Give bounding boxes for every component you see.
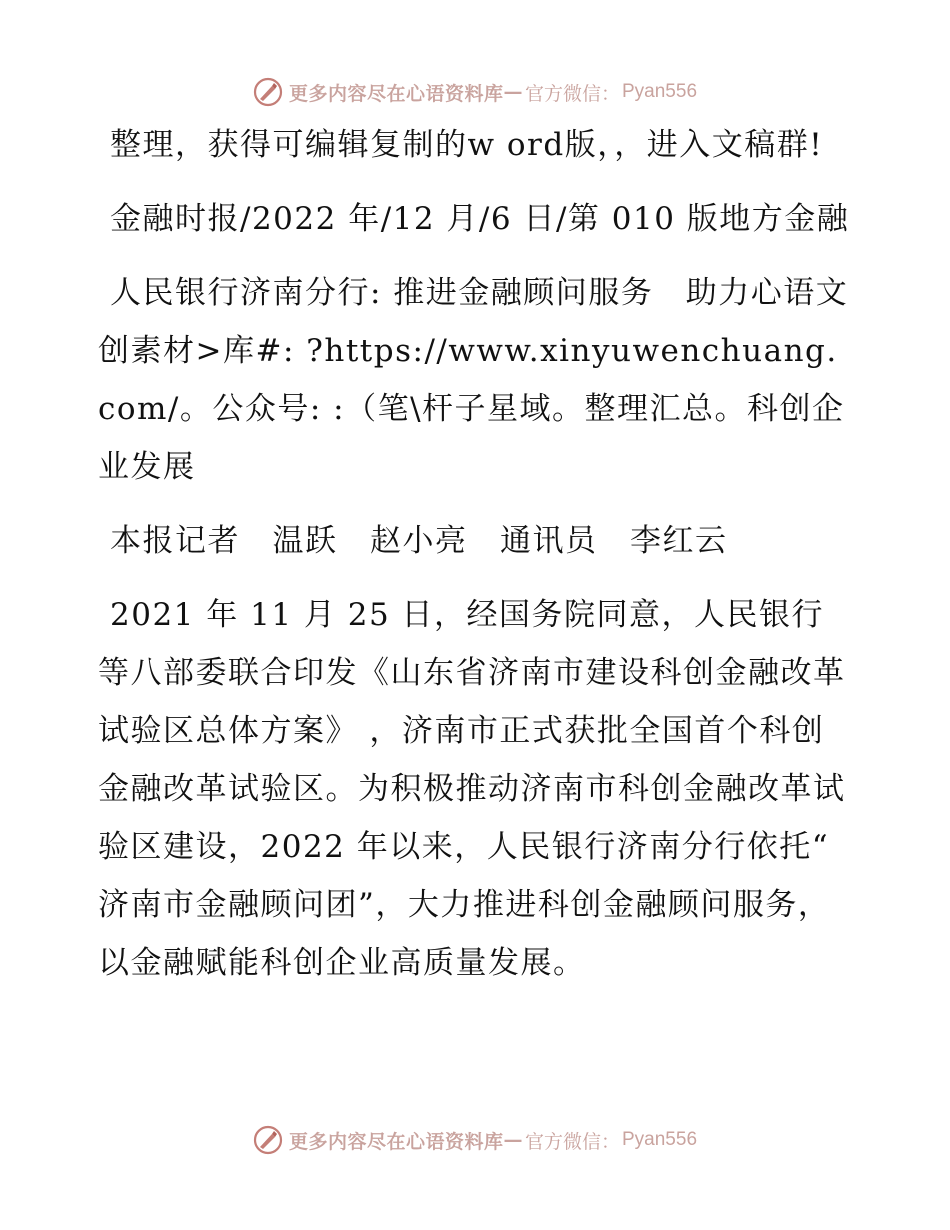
banner-separator: — bbox=[503, 1129, 523, 1151]
banner-wechat-label: 官方微信： bbox=[524, 1130, 620, 1153]
headline-paragraph: 人民银行济南分行: 推进金融顾问服务 助力心语文创素材>库#: ?https://www.xinyuwenchuang.com/。公众号: :（笔\杆子星域。整理汇总。科创企业发展 bbox=[98, 275, 849, 485]
banner-wechat-id: Pyan556 bbox=[622, 81, 698, 102]
body-paragraph: 2021 年 11 月 25 日，经国务院同意，人民银行等八部委联合印发《山东省济南市建设科创金融改革试验区总体方案》 ，济南市正式获批全国首个科创金融改革试验区。为积极推动济南市科创金融改革试验区建设，2022 年以来，人民银行济南分行依托“ 济南市金融顾问团”，大力推进科创金融顾问服务，以金融赋能科创企业高质量发展。 bbox=[98, 597, 846, 981]
banner-wechat-label: 官方微信： bbox=[524, 82, 620, 105]
footer-watermark-banner bbox=[0, 1120, 950, 1160]
document-body bbox=[98, 116, 852, 1008]
pen-logo-icon bbox=[253, 77, 283, 107]
banner-wechat-id: Pyan556 bbox=[622, 1129, 698, 1150]
banner-separator: — bbox=[503, 81, 523, 103]
banner-brand-text: 更多内容尽在心语资料库 bbox=[288, 82, 504, 105]
byline: 本报记者 温跃 赵小亮 通讯员 李红云 bbox=[110, 523, 728, 559]
pen-logo-icon bbox=[253, 1125, 283, 1155]
banner-brand-text: 更多内容尽在心语资料库 bbox=[288, 1130, 504, 1153]
source-line: 金融时报/2022 年/12 月/6 日/第 010 版地方金融 bbox=[110, 201, 850, 237]
notice-paragraph: 整理，获得可编辑复制的w ord版，，进入文稿群! bbox=[110, 127, 824, 163]
header-watermark-banner bbox=[0, 72, 950, 112]
